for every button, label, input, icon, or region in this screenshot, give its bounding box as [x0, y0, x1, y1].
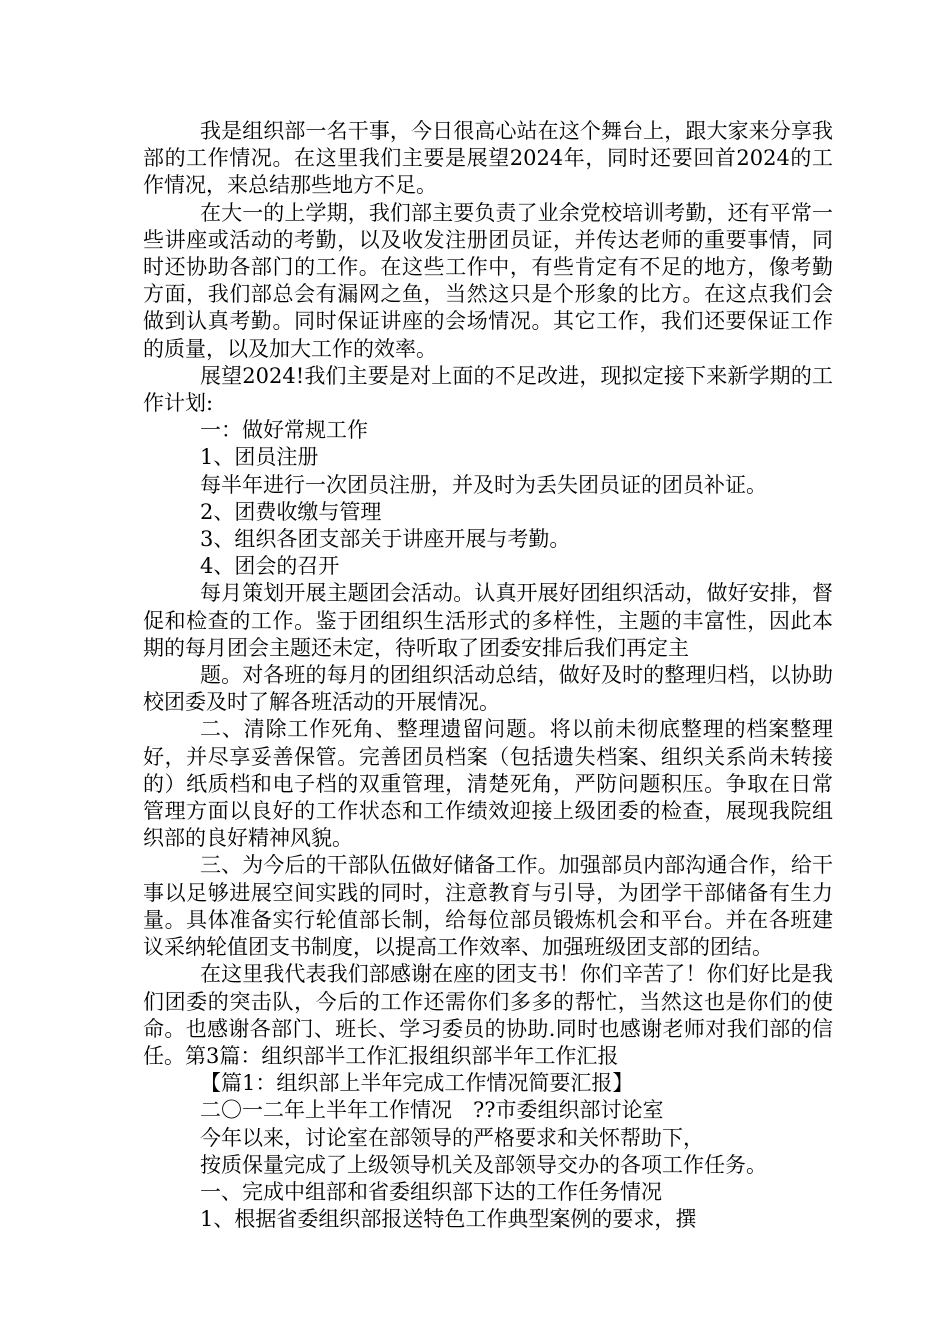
report-section-heading: 一、完成中组部和省委组织部下达的工作任务情况 — [200, 1179, 662, 1204]
list-item-member-registration: 1、团员注册 — [200, 445, 319, 470]
list-item-meetings: 4、团会的召开 — [200, 554, 340, 579]
section-heading-routine-work: 一：做好常规工作 — [200, 418, 368, 443]
paragraph-first-semester: 在大一的上学期，我们部主要负责了业余党校培训考勤，还有平常一些讲座或活动的考勤，以及收发注册团员证，并传达老师的重要事情，同时还协助各部门的工作。在这些工作中，有些肯定有不足的地方，像考勤方面，我们部总会有漏网之鱼，当然这只是个形象的比方。在这点我们会做到认真考勤。同时保证讲座的会场情况。其它工作，我们还要保证工作的质量，以及加大工作的效率。 — [143, 200, 833, 361]
article-heading: 【篇1：组织部上半年完成工作情况简要汇报】 — [200, 1071, 634, 1096]
paragraph-outlook: 展望2024!我们主要是对上面的不足改进，现拟定接下来新学期的工作计划: — [143, 363, 833, 416]
paragraph-monthly-meetings: 每月策划开展主题团会活动。认真开展好团组织活动，做好安排，督促和检查的工作。鉴于团组织生活形式的多样性，主题的丰富性，因此本期的每月团会主题还未定，待听取了团委安排后我们再定主 — [143, 581, 833, 660]
paragraph-registration-detail: 每半年进行一次团员注册，并及时为丢失团员证的团员补证。 — [200, 472, 767, 497]
paragraph-thanks: 在这里我代表我们部感谢在座的团支书！你们辛苦了！你们好比是我们团委的突击队，今后的工作还需你们多多的帮忙，当然这也是你们的使命。也感谢各部门、班长、学习委员的协助.同时也感谢老师对我们部的信任。第3篇：组织部半工作汇报组织部半年工作汇报 — [143, 962, 833, 1068]
report-line-2: 按质保量完成了上级领导机关及部领导交办的各项工作任务。 — [200, 1152, 767, 1177]
paragraph-intro: 我是组织部一名干事，今日很高心站在这个舞台上，跟大家来分享我部的工作情况。在这里我们主要是展望2024年，同时还要回首2024的工作情况，来总结那些地方不足。 — [143, 119, 833, 198]
report-subtitle: 二〇一二年上半年工作情况 ??市委组织部讨论室 — [200, 1098, 664, 1123]
paragraph-monthly-summary: 题。对各班的每月的团组织活动总结，做好及时的整理归档，以协助校团委及时了解各班活动的开展情况。 — [143, 663, 833, 715]
report-line-1: 今年以来，讨论室在部领导的严格要求和关怀帮助下， — [200, 1125, 704, 1150]
paragraph-clear-dead-corners: 二、清除工作死角、整理遗留问题。将以前未彻底整理的档案整理好，并尽享妥善保管。完善团员档案（包括遗失档案、组织关系尚未转接的）纸质档和电子档的双重管理，清楚死角，严防问题积压。争取在日常管理方面以良好的工作状态和工作绩效迎接上级团委的检查，展现我院组织部的良好精神风貌。 — [143, 717, 833, 851]
list-item-dues: 2、团费收缴与管理 — [200, 499, 382, 524]
document-body — [143, 118, 833, 1233]
list-item-lectures: 3、组织各团支部关于讲座开展与考勤。 — [200, 527, 571, 552]
report-list-item-1: 1、根据省委组织部报送特色工作典型案例的要求，撰 — [200, 1207, 697, 1232]
paragraph-cadre-reserve: 三、为今后的干部队伍做好储备工作。加强部员内部沟通合作，给干事以足够进展空间实践的同时，注意教育与引导，为团学干部储备有生力量。具体准备实行轮值部长制，给每位部员锻炼机会和平台。并在各班建议采纳轮值团支书制度，以提高工作效率、加强班级团支部的团结。 — [143, 853, 833, 960]
